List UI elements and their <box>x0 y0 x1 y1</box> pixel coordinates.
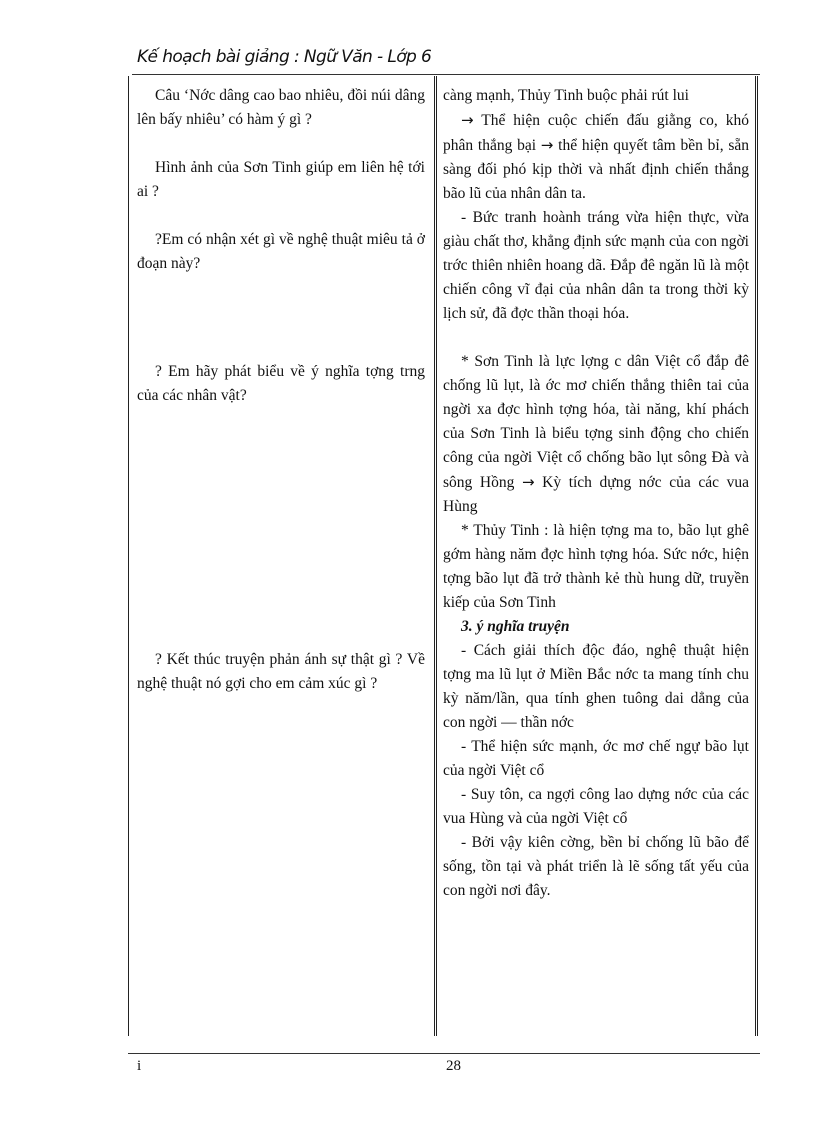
lesson-table <box>128 76 758 1036</box>
header-divider <box>132 74 760 75</box>
answer-8: - Suy tôn, ca ngợi công lao dựng nớc của các vua Hùng và của ngời Việt cổ <box>443 786 749 827</box>
answer-5: * Thủy Tinh : là hiện tợng ma to, bão lụt ghê gớm hàng năm đợc hình tợng hóa. Sức nớc, hiện tợng bão lụt đã trở thành kẻ thù hung dữ, truyền kiếp của Sơn Tinh <box>443 522 749 611</box>
page-header-title: Kế hoạch bài giảng : Ngữ Văn - Lớp 6 <box>137 47 432 67</box>
answer-3: - Bức tranh hoành tráng vừa hiện thực, vừa giàu chất thơ, khẳng định sức mạnh của con ngời trớc thiên nhiên hoang dã. Đắp đê ngăn lũ là một chiến công vĩ đại của nhân dân ta trong thời kỳ lịch sử, đã đợc thần thoại hóa. <box>443 209 749 322</box>
answer-2-text: Thể hiện cuộc chiến đấu giằng co, khó phân thắng bại <box>443 112 749 154</box>
table-border-left <box>128 76 129 1036</box>
answers-column <box>443 84 749 903</box>
questions-column <box>137 84 425 696</box>
answer-2 <box>443 108 749 206</box>
question-1: Câu ‘Nớc dâng cao bao nhiêu, đồi núi dâng lên bấy nhiêu’ có hàm ý gì ? <box>137 87 425 128</box>
right-arrow-icon: → <box>540 136 554 154</box>
answer-7: - Thể hiện sức mạnh, ớc mơ chế ngự bão lụt của ngời Việt cổ <box>443 738 749 779</box>
answer-4-text: * Sơn Tinh là lực lợng c dân Việt cổ đắp đê chống lũ lụt, là ớc mơ chiến thắng thiên tai của ngời xa đợc hình tợng hóa, tài năng, khí phách của Sơn Tinh là biểu tợng sinh động cho chiến công của ngời Việt cổ chống bão lụt sông Đà và sông Hồng <box>443 353 749 491</box>
page-number: 28 <box>446 1058 461 1074</box>
answer-9: - Bởi vậy kiên cờng, bền bỉ chống lũ bão để sống, tồn tại và phát triển là lẽ sống tất yếu của con ngời nơi đây. <box>443 834 749 899</box>
question-4: ? Em hãy phát biểu về ý nghĩa tợng trng của các nhân vật? <box>137 363 425 404</box>
right-arrow-icon: → <box>521 473 535 491</box>
answer-2-text-b: thể hiện quyết tâm bền bỉ, sẵn sàng đối phó kịp thời và nhất định chiến thắng bão lũ của nhân dân ta. <box>443 137 749 202</box>
table-border-middle <box>434 76 437 1036</box>
section-3-title: 3. ý nghĩa truyện <box>461 618 570 635</box>
question-3: ?Em có nhận xét gì về nghệ thuật miêu tả ở đoạn này? <box>137 231 425 272</box>
footer-divider <box>128 1053 760 1054</box>
question-5: ? Kết thúc truyện phản ánh sự thật gì ? Về nghệ thuật nó gợi cho em cảm xúc gì ? <box>137 651 425 692</box>
right-arrow-icon: → <box>461 111 474 129</box>
answer-4 <box>443 350 749 519</box>
table-border-right <box>755 76 758 1036</box>
footer-left-mark: i <box>137 1058 142 1074</box>
answer-line-1: càng mạnh, Thủy Tinh buộc phải rút lui <box>443 87 689 104</box>
answer-6: - Cách giải thích độc đáo, nghệ thuật hiện tợng ma lũ lụt ở Miền Bắc nớc ta mang tính chu kỳ năm/lần, qua tính ghen tuông dai dẳng của con ngời — thần nớc <box>443 642 749 731</box>
answer-4-text-b: Kỳ tích dựng nớc của các vua Hùng <box>443 474 749 515</box>
question-2: Hình ảnh của Sơn Tinh giúp em liên hệ tới ai ? <box>137 159 425 200</box>
